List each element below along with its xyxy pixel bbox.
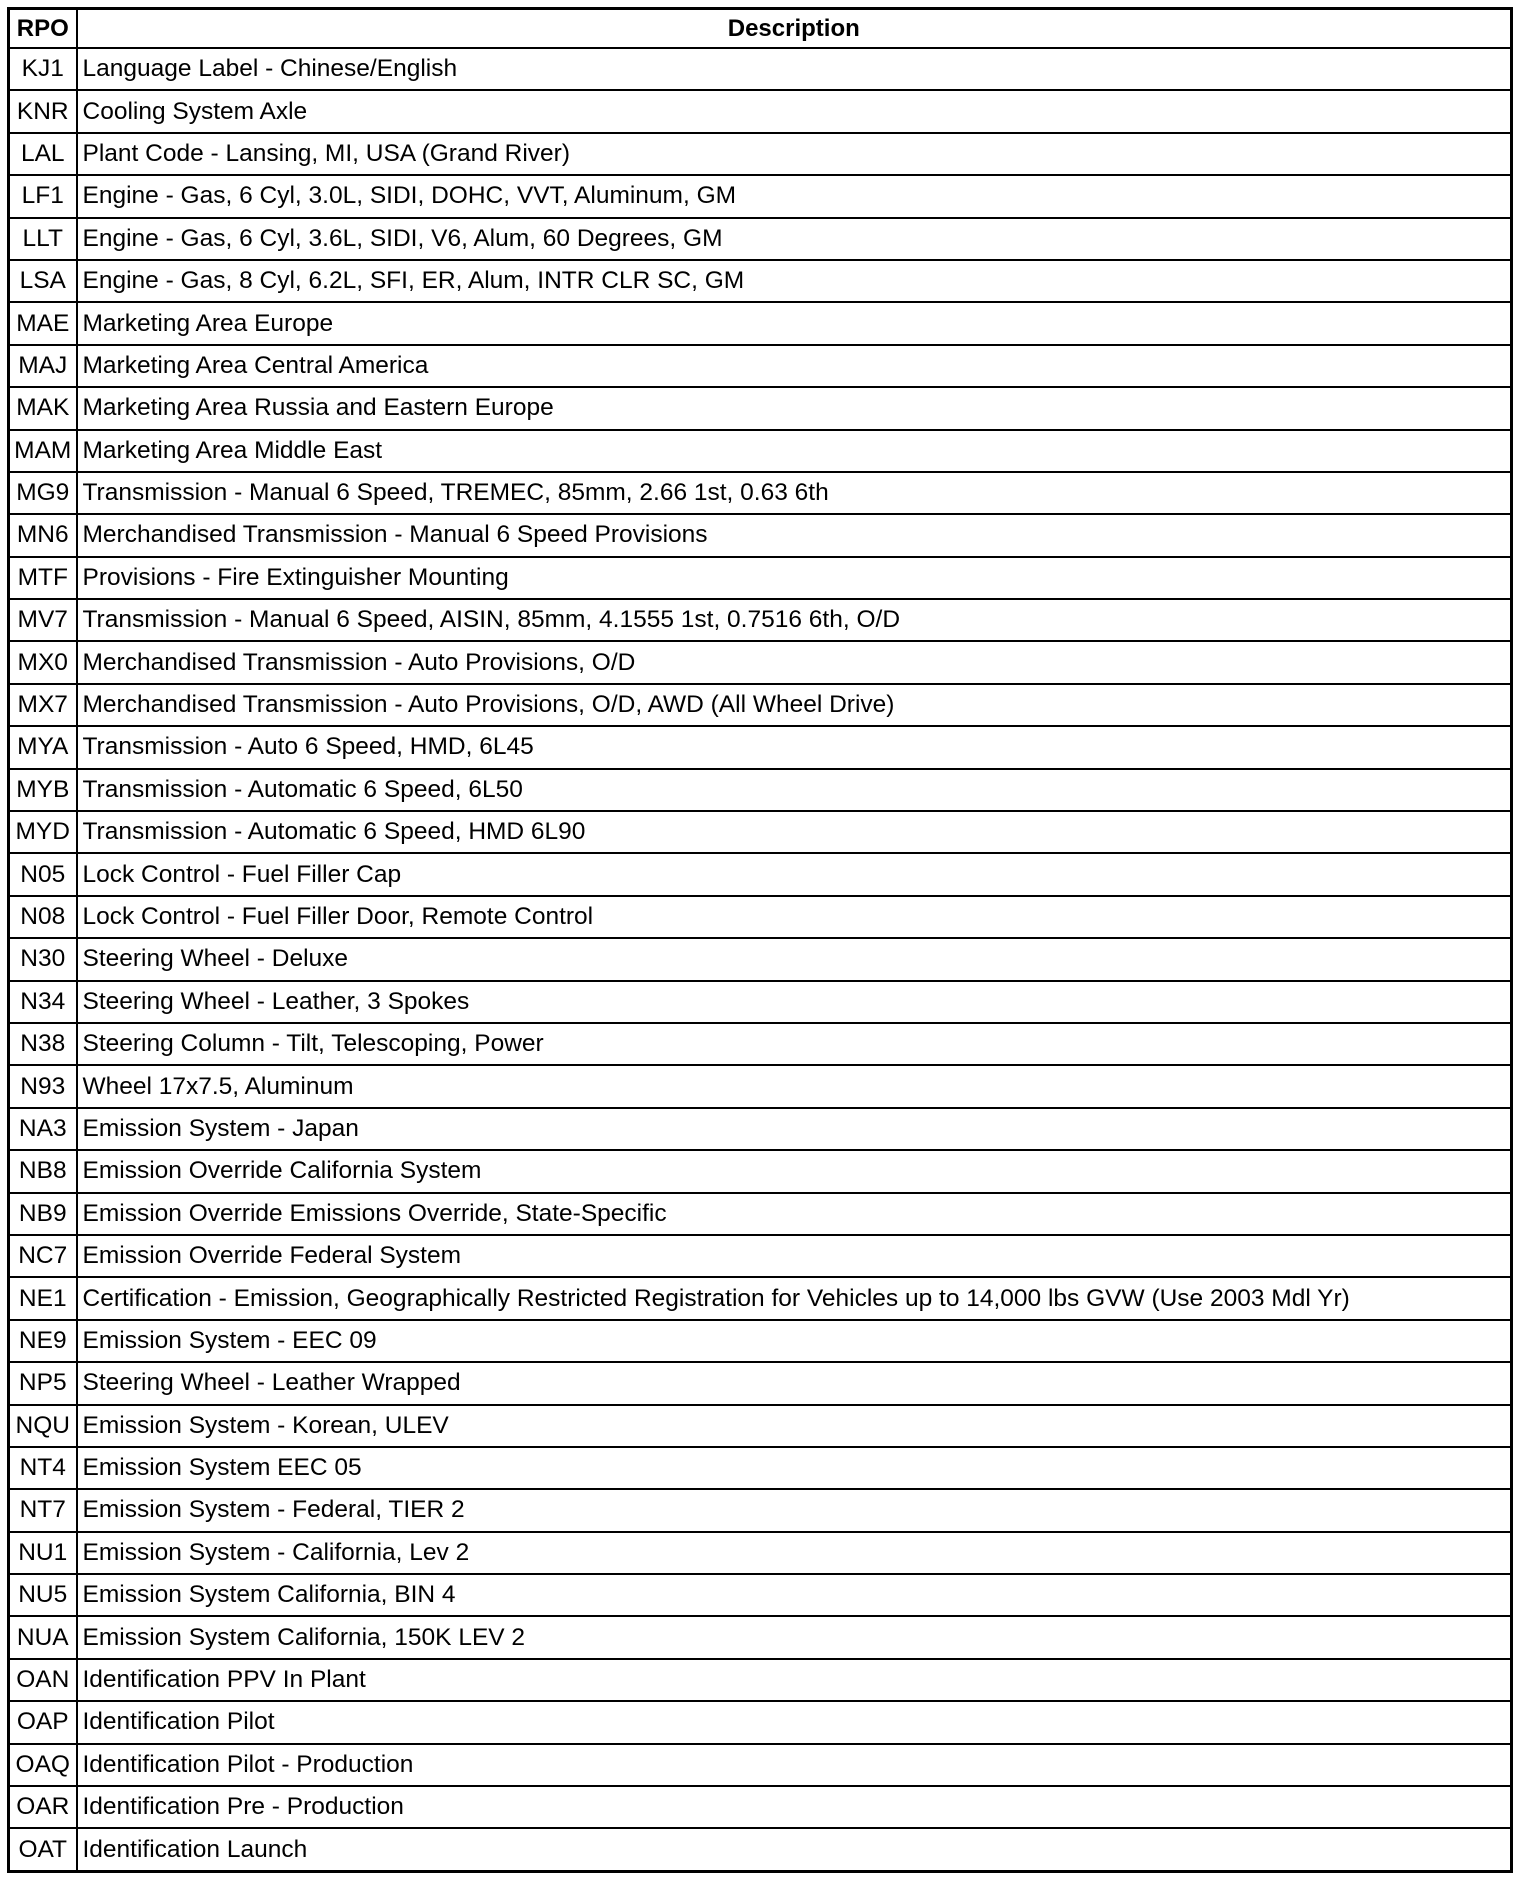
table-row (9, 1489, 1512, 1531)
table-row (9, 1828, 1512, 1871)
rpo-code-cell: MAE (9, 302, 77, 344)
rpo-code-cell: LAL (9, 133, 77, 175)
description-cell: Transmission - Manual 6 Speed, AISIN, 85mm, 4.1555 1st, 0.7516 6th, O/D (77, 599, 1512, 641)
rpo-code-cell: MAM (9, 430, 77, 472)
table-row (9, 1362, 1512, 1404)
rpo-code-cell: N38 (9, 1023, 77, 1065)
rpo-code-cell: NP5 (9, 1362, 77, 1404)
table-row (9, 726, 1512, 768)
rpo-code-cell: MAK (9, 387, 77, 429)
description-cell: Steering Wheel - Deluxe (77, 938, 1512, 980)
table-row (9, 90, 1512, 132)
description-cell: Emission System - Japan (77, 1108, 1512, 1150)
rpo-code-cell: N08 (9, 896, 77, 938)
description-cell: Marketing Area Central America (77, 345, 1512, 387)
rpo-code-cell: MX7 (9, 684, 77, 726)
table-row (9, 218, 1512, 260)
rpo-code-cell: LSA (9, 260, 77, 302)
description-cell: Cooling System Axle (77, 90, 1512, 132)
description-cell: Lock Control - Fuel Filler Door, Remote Control (77, 896, 1512, 938)
table-row (9, 1574, 1512, 1616)
rpo-code-cell: N30 (9, 938, 77, 980)
rpo-code-cell: N05 (9, 853, 77, 895)
table-row (9, 1108, 1512, 1150)
description-cell: Lock Control - Fuel Filler Cap (77, 853, 1512, 895)
description-cell: Emission System - Federal, TIER 2 (77, 1489, 1512, 1531)
table-row (9, 1277, 1512, 1319)
rpo-table (7, 7, 1513, 1873)
description-cell: Transmission - Auto 6 Speed, HMD, 6L45 (77, 726, 1512, 768)
rpo-code-cell: MG9 (9, 472, 77, 514)
rpo-code-cell: OAR (9, 1786, 77, 1828)
description-cell: Emission Override Federal System (77, 1235, 1512, 1277)
table-row (9, 175, 1512, 217)
rpo-code-cell: NB8 (9, 1150, 77, 1192)
table-row (9, 599, 1512, 641)
description-cell: Emission System California, 150K LEV 2 (77, 1616, 1512, 1658)
rpo-code-cell: MYA (9, 726, 77, 768)
description-cell: Engine - Gas, 6 Cyl, 3.0L, SIDI, DOHC, VVT, Aluminum, GM (77, 175, 1512, 217)
description-cell: Transmission - Automatic 6 Speed, HMD 6L90 (77, 811, 1512, 853)
rpo-code-cell: KNR (9, 90, 77, 132)
table-row (9, 345, 1512, 387)
table-row (9, 430, 1512, 472)
description-cell: Emission Override Emissions Override, State-Specific (77, 1193, 1512, 1235)
description-cell: Merchandised Transmission - Auto Provisions, O/D (77, 641, 1512, 683)
table-row (9, 133, 1512, 175)
rpo-code-cell: LF1 (9, 175, 77, 217)
table-row (9, 1023, 1512, 1065)
rpo-code-cell: N34 (9, 981, 77, 1023)
description-cell: Identification Launch (77, 1828, 1512, 1871)
table-row (9, 1235, 1512, 1277)
rpo-code-cell: NUA (9, 1616, 77, 1658)
description-cell: Transmission - Manual 6 Speed, TREMEC, 85mm, 2.66 1st, 0.63 6th (77, 472, 1512, 514)
table-row (9, 387, 1512, 429)
description-cell: Marketing Area Europe (77, 302, 1512, 344)
description-cell: Emission Override California System (77, 1150, 1512, 1192)
rpo-column-header: RPO (9, 9, 77, 49)
description-cell: Engine - Gas, 8 Cyl, 6.2L, SFI, ER, Alum, INTR CLR SC, GM (77, 260, 1512, 302)
table-row (9, 1659, 1512, 1701)
rpo-code-cell: NU1 (9, 1532, 77, 1574)
table-row (9, 981, 1512, 1023)
description-cell: Engine - Gas, 6 Cyl, 3.6L, SIDI, V6, Alum, 60 Degrees, GM (77, 218, 1512, 260)
table-row (9, 260, 1512, 302)
table-row (9, 1150, 1512, 1192)
table-row (9, 1786, 1512, 1828)
description-cell: Wheel 17x7.5, Aluminum (77, 1065, 1512, 1107)
table-row (9, 1616, 1512, 1658)
table-row (9, 641, 1512, 683)
table-row (9, 472, 1512, 514)
rpo-code-cell: MYD (9, 811, 77, 853)
rpo-code-cell: NE9 (9, 1320, 77, 1362)
description-cell: Emission System - California, Lev 2 (77, 1532, 1512, 1574)
rpo-code-cell: NU5 (9, 1574, 77, 1616)
table-row (9, 684, 1512, 726)
rpo-code-cell: NQU (9, 1405, 77, 1447)
description-cell: Merchandised Transmission - Manual 6 Speed Provisions (77, 514, 1512, 556)
description-cell: Identification PPV In Plant (77, 1659, 1512, 1701)
description-cell: Identification Pilot - Production (77, 1744, 1512, 1786)
description-cell: Steering Wheel - Leather Wrapped (77, 1362, 1512, 1404)
description-cell: Merchandised Transmission - Auto Provisions, O/D, AWD (All Wheel Drive) (77, 684, 1512, 726)
description-cell: Identification Pre - Production (77, 1786, 1512, 1828)
table-row (9, 1532, 1512, 1574)
description-cell: Steering Wheel - Leather, 3 Spokes (77, 981, 1512, 1023)
table-row (9, 1405, 1512, 1447)
table-row (9, 938, 1512, 980)
table-row (9, 1320, 1512, 1362)
table-body (9, 48, 1512, 1871)
table-row (9, 811, 1512, 853)
rpo-code-cell: N93 (9, 1065, 77, 1107)
description-column-header: Description (77, 9, 1512, 49)
rpo-code-cell: NA3 (9, 1108, 77, 1150)
header-row (9, 9, 1512, 49)
description-cell: Emission System - Korean, ULEV (77, 1405, 1512, 1447)
description-cell: Emission System - EEC 09 (77, 1320, 1512, 1362)
description-cell: Transmission - Automatic 6 Speed, 6L50 (77, 769, 1512, 811)
table-row (9, 1701, 1512, 1743)
rpo-code-cell: MN6 (9, 514, 77, 556)
rpo-code-cell: NB9 (9, 1193, 77, 1235)
table-row (9, 48, 1512, 90)
rpo-code-cell: MAJ (9, 345, 77, 387)
description-cell: Emission System EEC 05 (77, 1447, 1512, 1489)
rpo-code-cell: OAP (9, 1701, 77, 1743)
description-cell: Steering Column - Tilt, Telescoping, Power (77, 1023, 1512, 1065)
description-cell: Marketing Area Middle East (77, 430, 1512, 472)
rpo-code-cell: LLT (9, 218, 77, 260)
rpo-code-cell: MX0 (9, 641, 77, 683)
table-row (9, 896, 1512, 938)
description-cell: Provisions - Fire Extinguisher Mounting (77, 557, 1512, 599)
rpo-code-cell: NE1 (9, 1277, 77, 1319)
rpo-code-cell: MYB (9, 769, 77, 811)
table-row (9, 557, 1512, 599)
rpo-code-cell: MV7 (9, 599, 77, 641)
table-header (9, 9, 1512, 49)
description-cell: Language Label - Chinese/English (77, 48, 1512, 90)
table-row (9, 1193, 1512, 1235)
description-cell: Emission System California, BIN 4 (77, 1574, 1512, 1616)
table-row (9, 302, 1512, 344)
description-cell: Identification Pilot (77, 1701, 1512, 1743)
rpo-code-cell: KJ1 (9, 48, 77, 90)
description-cell: Certification - Emission, Geographically Restricted Registration for Vehicles up to 14,000 lbs GVW (Use 2003 Mdl Yr) (77, 1277, 1512, 1319)
table-row (9, 769, 1512, 811)
description-cell: Plant Code - Lansing, MI, USA (Grand River) (77, 133, 1512, 175)
table-row (9, 1065, 1512, 1107)
rpo-code-cell: NT4 (9, 1447, 77, 1489)
table-row (9, 853, 1512, 895)
table-row (9, 1744, 1512, 1786)
rpo-code-cell: OAN (9, 1659, 77, 1701)
rpo-code-cell: NC7 (9, 1235, 77, 1277)
rpo-code-cell: MTF (9, 557, 77, 599)
table-row (9, 1447, 1512, 1489)
description-cell: Marketing Area Russia and Eastern Europe (77, 387, 1512, 429)
rpo-code-cell: NT7 (9, 1489, 77, 1531)
table-row (9, 514, 1512, 556)
rpo-code-cell: OAT (9, 1828, 77, 1871)
rpo-code-cell: OAQ (9, 1744, 77, 1786)
